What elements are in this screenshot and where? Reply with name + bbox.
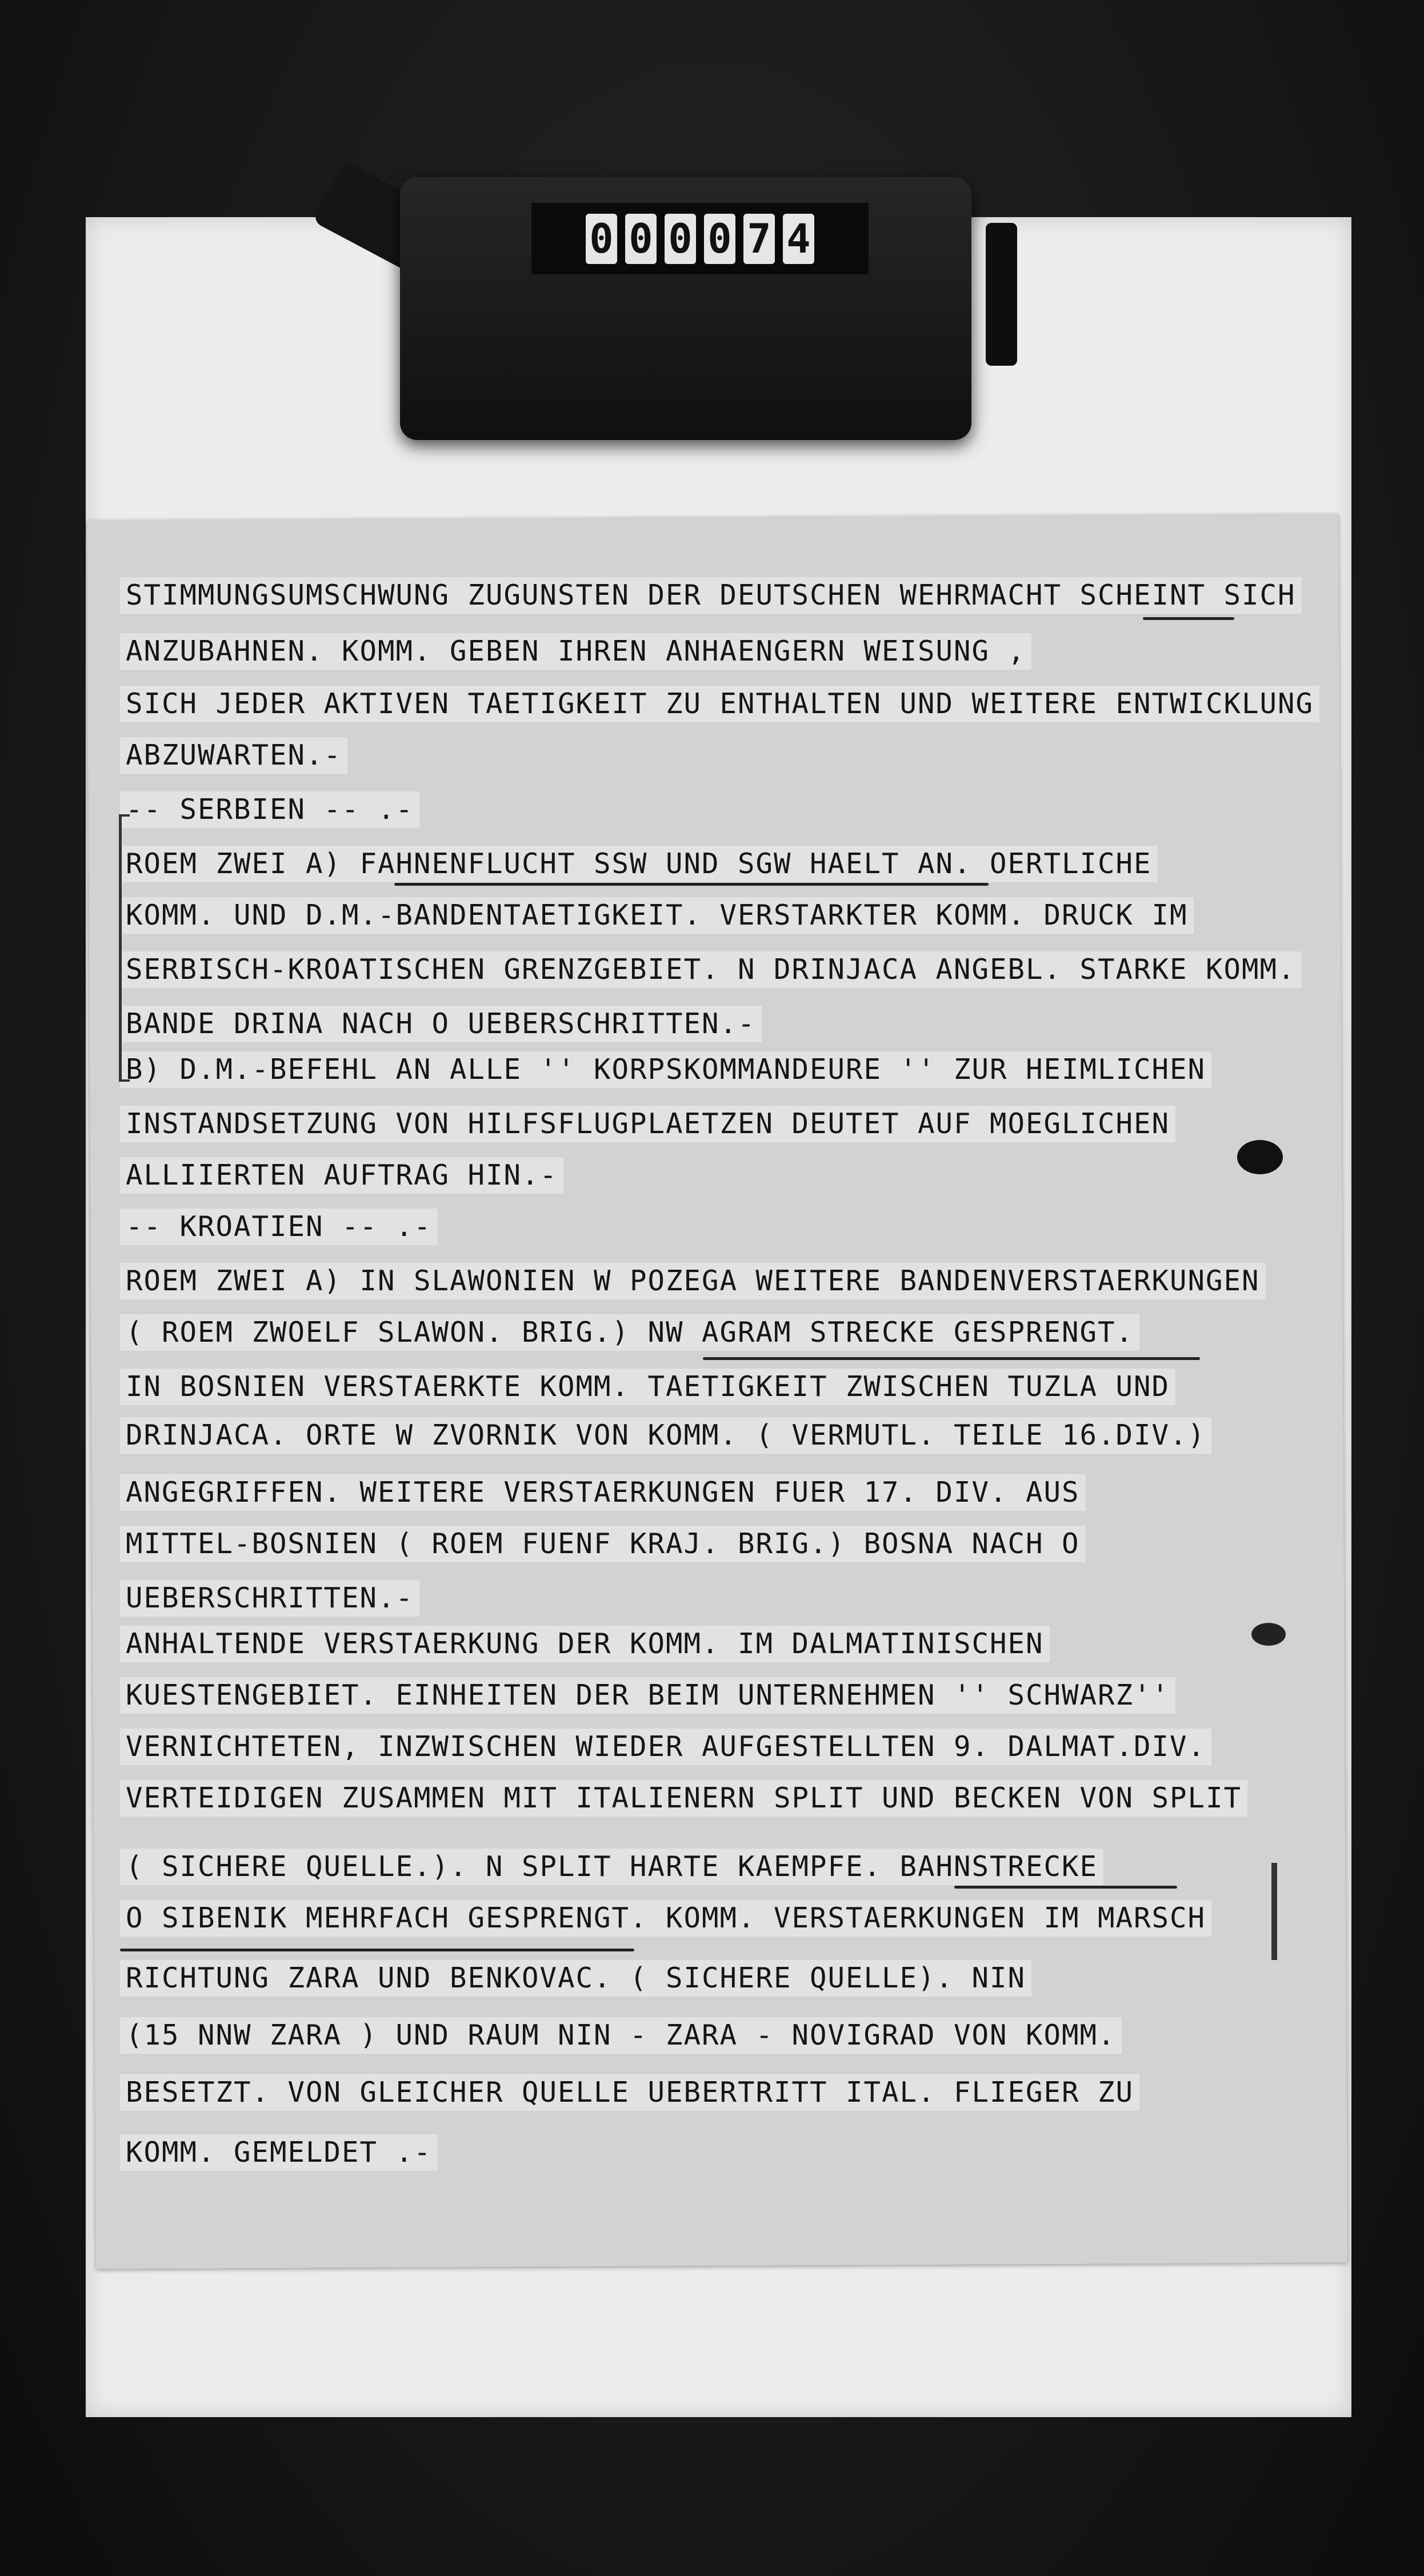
telegram-line: VERNICHTETEN, INZWISCHEN WIEDER AUFGESTELLTEN 9. DALMAT.DIV. [120, 1729, 1211, 1765]
telegram-line: ROEM ZWEI A) IN SLAWONIEN W POZEGA WEITERE BANDENVERSTAERKUNGEN [120, 1263, 1266, 1299]
frame-counter [531, 203, 869, 274]
telegram-line: KOMM. UND D.M.-BANDENTAETIGKEIT. VERSTARKTER KOMM. DRUCK IM [120, 897, 1194, 934]
counter-digit: 0 [665, 214, 696, 264]
section-heading-serbien: -- SERBIEN -- .- [120, 791, 419, 828]
telegram-line: ( ROEM ZWOELF SLAWON. BRIG.) NW AGRAM STRECKE GESPRENGT. [120, 1314, 1139, 1351]
telegram-line: MITTEL-BOSNIEN ( ROEM FUENF KRAJ. BRIG.) BOSNA NACH O [120, 1526, 1086, 1562]
counter-digit: 0 [704, 214, 735, 264]
telegram-line: ANGEGRIFFEN. WEITERE VERSTAERKUNGEN FUER 17. DIV. AUS [120, 1474, 1086, 1511]
telegram-line: DRINJACA. ORTE W ZVORNIK VON KOMM. ( VERMUTL. TEILE 16.DIV.) [120, 1417, 1211, 1454]
pencil-underline [954, 1886, 1177, 1889]
telegram-line: RICHTUNG ZARA UND BENKOVAC. ( SICHERE QUELLE). NIN [120, 1960, 1031, 1997]
telegram-line: BANDE DRINA NACH O UEBERSCHRITTEN.- [120, 1006, 762, 1042]
telegram-line: ROEM ZWEI A) FAHNENFLUCHT SSW UND SGW HAELT AN. OERTLICHE [120, 846, 1158, 882]
telegram-line: STIMMUNGSUMSCHWUNG ZUGUNSTEN DER DEUTSCHEN WEHRMACHT SCHEINT SICH [120, 577, 1302, 614]
telegram-line: SICH JEDER AKTIVEN TAETIGKEIT ZU ENTHALTEN UND WEITERE ENTWICKLUNG [120, 686, 1319, 722]
pencil-underline [120, 1949, 634, 1951]
pencil-underline [394, 883, 989, 886]
pencil-underline [1143, 617, 1234, 620]
margin-mark [1271, 1863, 1277, 1960]
telegram-line: ANZUBAHNEN. KOMM. GEBEN IHREN ANHAENGERN WEISUNG , [120, 633, 1031, 670]
counter-digit: 7 [743, 214, 775, 264]
ink-blot [1251, 1623, 1286, 1646]
telegram-line: IN BOSNIEN VERSTAERKTE KOMM. TAETIGKEIT ZWISCHEN TUZLA UND [120, 1369, 1175, 1405]
section-heading-kroatien: -- KROATIEN -- .- [120, 1209, 438, 1245]
telegram-line: VERTEIDIGEN ZUSAMMEN MIT ITALIENERN SPLIT UND BECKEN VON SPLIT [120, 1780, 1247, 1817]
ink-blot [1237, 1140, 1283, 1174]
pencil-underline [703, 1357, 1200, 1360]
telegram-line: B) D.M.-BEFEHL AN ALLE '' KORPSKOMMANDEURE '' ZUR HEIMLICHEN [120, 1051, 1211, 1088]
telegram-line: O SIBENIK MEHRFACH GESPRENGT. KOMM. VERSTAERKUNGEN IM MARSCH [120, 1900, 1211, 1937]
counter-digit: 0 [586, 214, 617, 264]
counter-knob [986, 223, 1017, 366]
telegram-line: ALLIIERTEN AUFTRAG HIN.- [120, 1157, 563, 1194]
counter-digit: 4 [783, 214, 814, 264]
telegram-line: ABZUWARTEN.- [120, 737, 347, 774]
telegram-line: BESETZT. VON GLEICHER QUELLE UEBERTRITT ITAL. FLIEGER ZU [120, 2074, 1139, 2111]
telegram-line: KUESTENGEBIET. EINHEITEN DER BEIM UNTERNEHMEN '' SCHWARZ'' [120, 1677, 1175, 1714]
telegram-line: KOMM. GEMELDET .- [120, 2134, 438, 2171]
telegram-line: ( SICHERE QUELLE.). N SPLIT HARTE KAEMPFE. BAHNSTRECKE [120, 1849, 1103, 1885]
margin-bracket [119, 814, 130, 1082]
telegram-line: (15 NNW ZARA ) UND RAUM NIN - ZARA - NOVIGRAD VON KOMM. [120, 2017, 1122, 2054]
telegram-line: UEBERSCHRITTEN.- [120, 1580, 419, 1617]
telegram-line: ANHALTENDE VERSTAERKUNG DER KOMM. IM DALMATINISCHEN [120, 1626, 1050, 1662]
counter-digit: 0 [625, 214, 657, 264]
telegram-line: INSTANDSETZUNG VON HILFSFLUGPLAETZEN DEUTET AUF MOEGLICHEN [120, 1106, 1175, 1142]
telegram-line: SERBISCH-KROATISCHEN GRENZGEBIET. N DRINJACA ANGEBL. STARKE KOMM. [120, 951, 1302, 988]
